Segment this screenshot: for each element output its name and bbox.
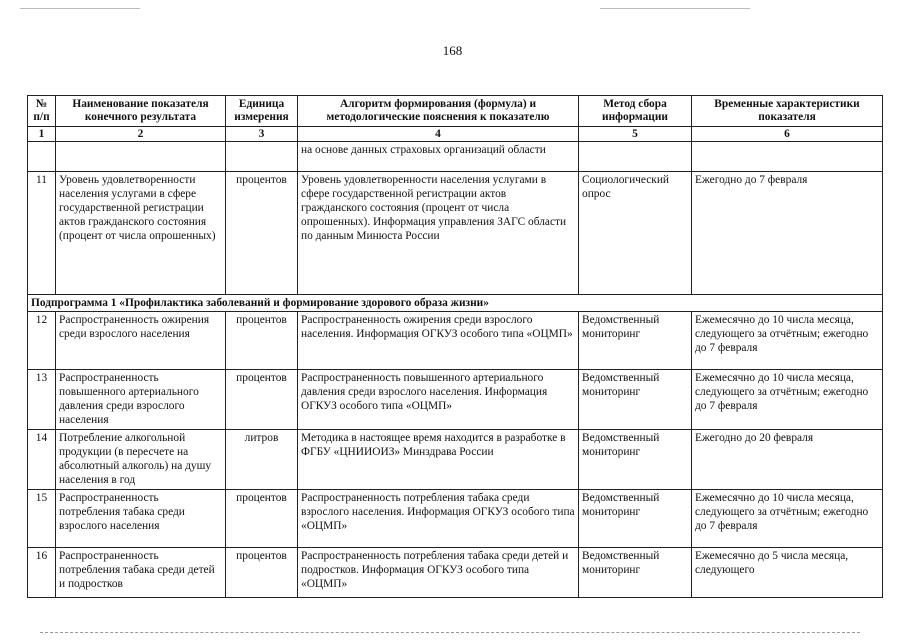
column-number: 2 — [56, 127, 226, 142]
indicator-name: Уровень удовлетворенности населения услугами в сфере государственной регистрации актов гражданского состояния (процент от числа опрошенных) — [56, 172, 226, 295]
page-number: 168 — [442, 43, 463, 58]
indicator-name: Распространенность потребления табака среди детей и подростков — [56, 548, 226, 598]
row-number: 11 — [28, 172, 56, 295]
method: Ведомственный мониторинг — [579, 370, 692, 430]
column-number: 6 — [692, 127, 883, 142]
row-number: 14 — [28, 430, 56, 490]
table-row-continuation — [28, 142, 883, 172]
table-row — [28, 172, 883, 295]
unit: процентов — [226, 490, 298, 548]
header-num: № п/п — [28, 96, 56, 127]
algorithm: Методика в настоящее время находится в разработке в ФГБУ «ЦНИИОИЗ» Минздрава России — [298, 430, 579, 490]
scan-edge-bottom — [40, 632, 860, 633]
column-number-row — [28, 127, 883, 142]
header-unit: Единица измерения — [226, 96, 298, 127]
timing: Ежемесячно до 10 числа месяца, следующего за отчётным; ежегодно до 7 февраля — [692, 370, 883, 430]
unit: процентов — [226, 370, 298, 430]
algorithm: Распространенность повышенного артериального давления среди взрослого населения. Информация ОГКУЗ особого типа «ОЦМП» — [298, 370, 579, 430]
unit: процентов — [226, 312, 298, 370]
timing: Ежегодно до 7 февраля — [692, 172, 883, 295]
column-number: 1 — [28, 127, 56, 142]
table-row — [28, 490, 883, 548]
algorithm: Распространенность потребления табака среди детей и подростков. Информация ОГКУЗ особого типа «ОЦМП» — [298, 548, 579, 598]
table-row — [28, 548, 883, 598]
algorithm: Распространенность потребления табака среди взрослого населения. Информация ОГКУЗ особого типа «ОЦМП» — [298, 490, 579, 548]
column-number: 3 — [226, 127, 298, 142]
indicator-name: Распространенность повышенного артериального давления среди взрослого населения — [56, 370, 226, 430]
header-method: Метод сбора информации — [579, 96, 692, 127]
indicator-name: Распространенность потребления табака среди взрослого населения — [56, 490, 226, 548]
table-row — [28, 430, 883, 490]
scan-edge-top-left — [20, 8, 140, 9]
timing: Ежемесячно до 10 числа месяца, следующего за отчётным; ежегодно до 7 февраля — [692, 490, 883, 548]
indicator-table — [27, 95, 883, 598]
row-number: 12 — [28, 312, 56, 370]
method: Ведомственный мониторинг — [579, 430, 692, 490]
unit: процентов — [226, 172, 298, 295]
header-name: Наименование показателя конечного результата — [56, 96, 226, 127]
timing: Ежемесячно до 10 числа месяца, следующего за отчётным; ежегодно до 7 февраля — [692, 312, 883, 370]
header-timing: Временные характеристики показателя — [692, 96, 883, 127]
row-number: 15 — [28, 490, 56, 548]
timing: Ежегодно до 20 февраля — [692, 430, 883, 490]
algorithm: Распространенность ожирения среди взрослого населения. Информация ОГКУЗ особого типа «ОЦМП» — [298, 312, 579, 370]
method: Ведомственный мониторинг — [579, 548, 692, 598]
scan-edge-top-right — [600, 8, 750, 9]
table-row — [28, 312, 883, 370]
column-number: 4 — [298, 127, 579, 142]
section-row — [28, 295, 883, 312]
table-row — [28, 370, 883, 430]
timing: Ежемесячно до 5 числа месяца, следующего — [692, 548, 883, 598]
indicator-name: Распространенность ожирения среди взрослого населения — [56, 312, 226, 370]
method: Ведомственный мониторинг — [579, 490, 692, 548]
algorithm: Уровень удовлетворенности населения услугами в сфере государственной регистрации актов гражданского состояния (процент от числа опрошенных). Информация управления ЗАГС области по данным Минюста России — [298, 172, 579, 295]
column-number: 5 — [579, 127, 692, 142]
method: Ведомственный мониторинг — [579, 312, 692, 370]
method: Социологический опрос — [579, 172, 692, 295]
section-title: Подпрограмма 1 «Профилактика заболеваний и формирование здорового образа жизни» — [28, 295, 883, 312]
row-number: 13 — [28, 370, 56, 430]
header-row — [28, 96, 883, 127]
header-algorithm: Алгоритм формирования (формула) и методологические пояснения к показателю — [298, 96, 579, 127]
continuation-algorithm: на основе данных страховых организаций области — [298, 142, 579, 172]
unit: литров — [226, 430, 298, 490]
row-number: 16 — [28, 548, 56, 598]
indicator-name: Потребление алкогольной продукции (в пересчете на абсолютный алкоголь) на душу населения в год — [56, 430, 226, 490]
unit: процентов — [226, 548, 298, 598]
